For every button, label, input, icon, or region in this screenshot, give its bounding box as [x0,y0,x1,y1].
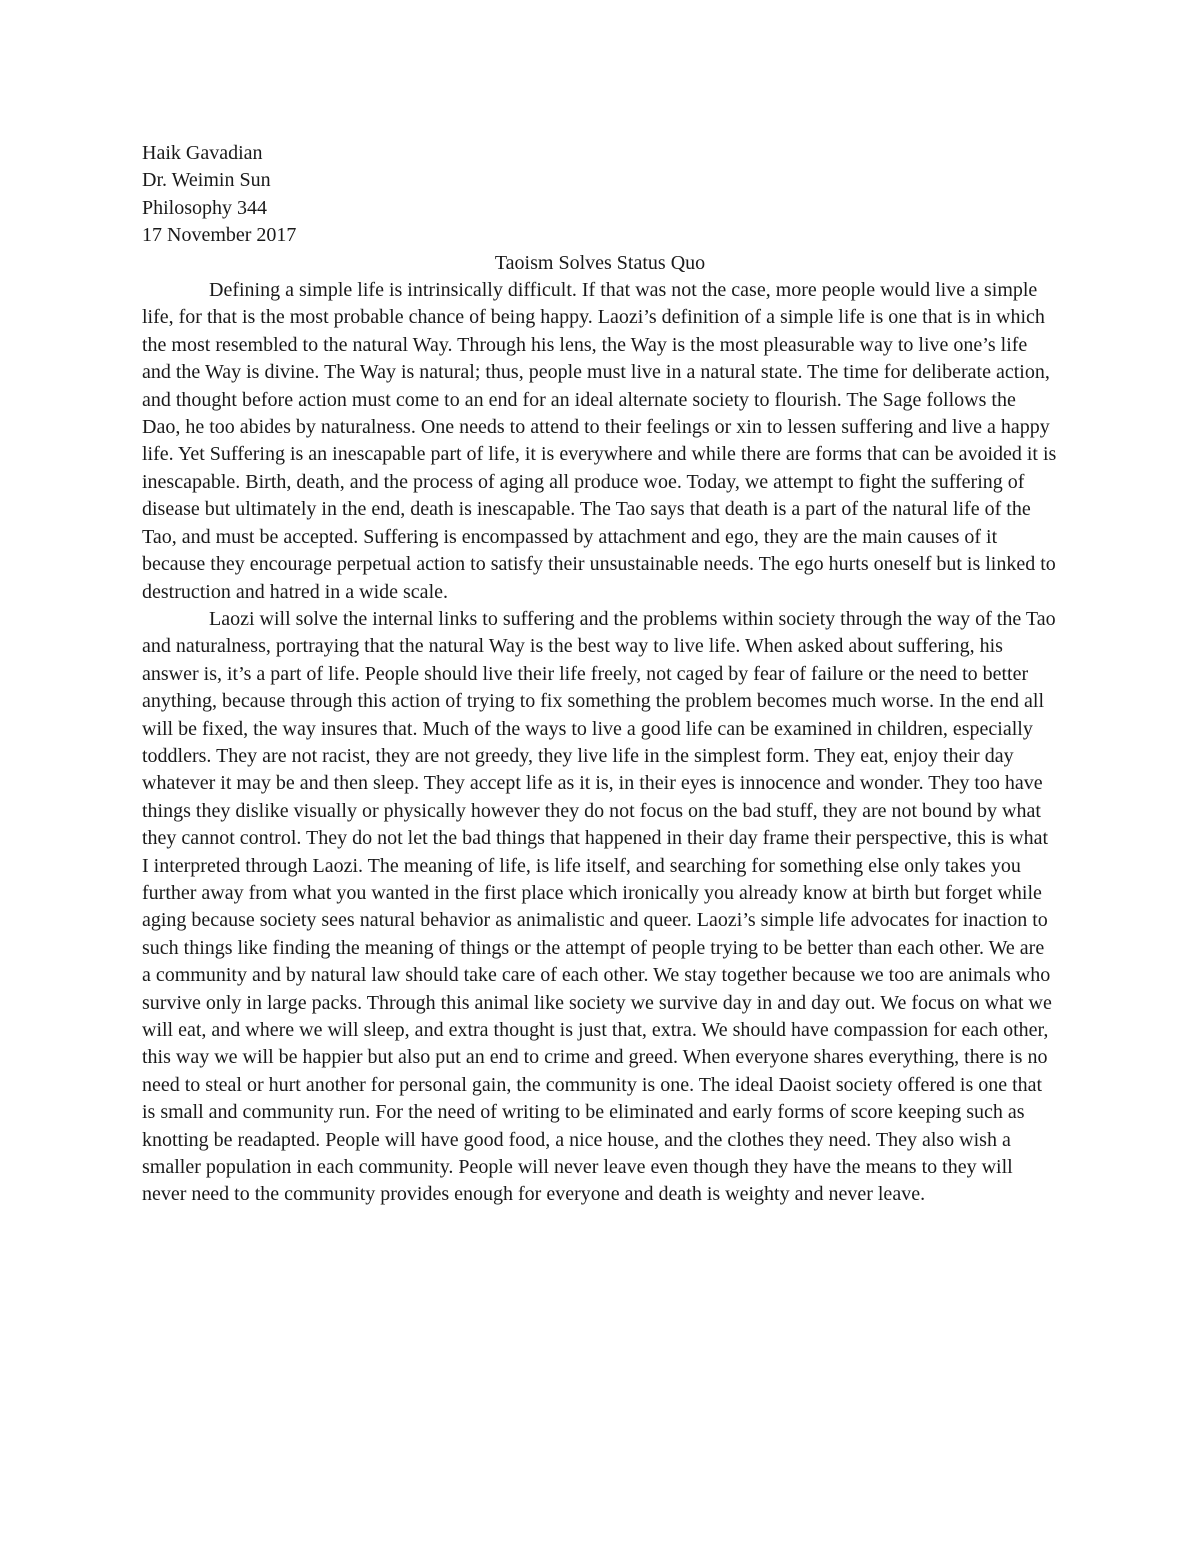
essay-title: Taoism Solves Status Quo [494,251,706,274]
course-name: Philosophy 344 [142,196,268,219]
instructor-name: Dr. Weimin Sun [142,169,271,192]
author-name: Haik Gavadian [142,142,263,164]
paragraph-2: Laozi will solve the internal links to suffering and the problems within society through the way of the Tao and naturalness, portraying that the natural Way is the best way to live life. When asked about suffering, his answer is, it’s a part of life. People should live their life freely, not caged by fear of failure or the need to better anything, because through this action of trying to fix something the problem becomes much worse. In the end all will be fixed, the way insures that. Much of the ways to live a good life can be examined in children, especially toddlers. They are not racist, they are not greedy, they live life in the simplest form. They eat, enjoy their day whatever it may be and then sleep. They accept life as it is, in their eyes is innocence and wonder. They too have things they dislike visually or physically however they do not focus on the bad stuff, they are not bound by what they cannot control. They do not let the bad things that happened in their day frame their perspective, this is what I interpreted through Laozi. The meaning of life, is life itself, and searching for something else only takes you further away from what you wanted in the first place which ironically you already know at birth but forget while aging because society sees natural behavior as animalistic and queer. Laozi’s simple life advocates for inaction to such things like finding the meaning of things or the attempt of people trying to be better than each other. We are a community and by natural law should take care of each other. We stay together because we too are animals who survive only in large packs. Through this animal like society we survive day in and day out. We focus on what we will eat, and where we will sleep, and extra thought is just that, extra. We should have compassion for each other, this way we will be happier but also put an end to crime and greed. When everyone shares everything, there is no need to steal or hurt another for personal gain, the community is one. The ideal Daoist society offered is one that is small and community run. For the need of writing to be eliminated and early forms of score keeping such as knotting be readapted. People will have good food, a nice house, and the clothes they need. They also wish a smaller population in each community. People will never leave even though they have the means to they will never need to the community provides enough for everyone and death is weighty and never leave. [142,607,1056,1206]
paragraph-1: Defining a simple life is intrinsically difficult. If that was not the case, more people would live a simple life, for that is the most probable chance of being happy. Laozi’s definition of a simple life is one that is in which the most resembled to the natural Way. Through his lens, the Way is the most pleasurable way to live one’s life and the Way is divine. The Way is natural; thus, people must live in a natural state. The time for deliberate action, and thought before action must come to an end for an ideal alternate society to flourish. The Sage follows the Dao, he too abides by naturalness. One needs to attend to their feelings or xin to lessen suffering and live a happy life. Yet Suffering is an inescapable part of life, it is everywhere and while there are forms that can be avoided it is inescapable. Birth, death, and the process of aging all produce woe. Today, we attempt to fight the suffering of disease but ultimately in the end, death is inescapable. The Tao says that death is a part of the natural life of the Tao, and must be accepted. Suffering is encompassed by attachment and ego, they are the main causes of it because they encourage perpetual action to satisfy their unsustainable needs. The ego hurts oneself but is linked to destruction and hatred in a wide scale. [142,279,1057,603]
essay-date: 17 November 2017 [142,224,297,247]
essay-body [142,140,1058,1209]
